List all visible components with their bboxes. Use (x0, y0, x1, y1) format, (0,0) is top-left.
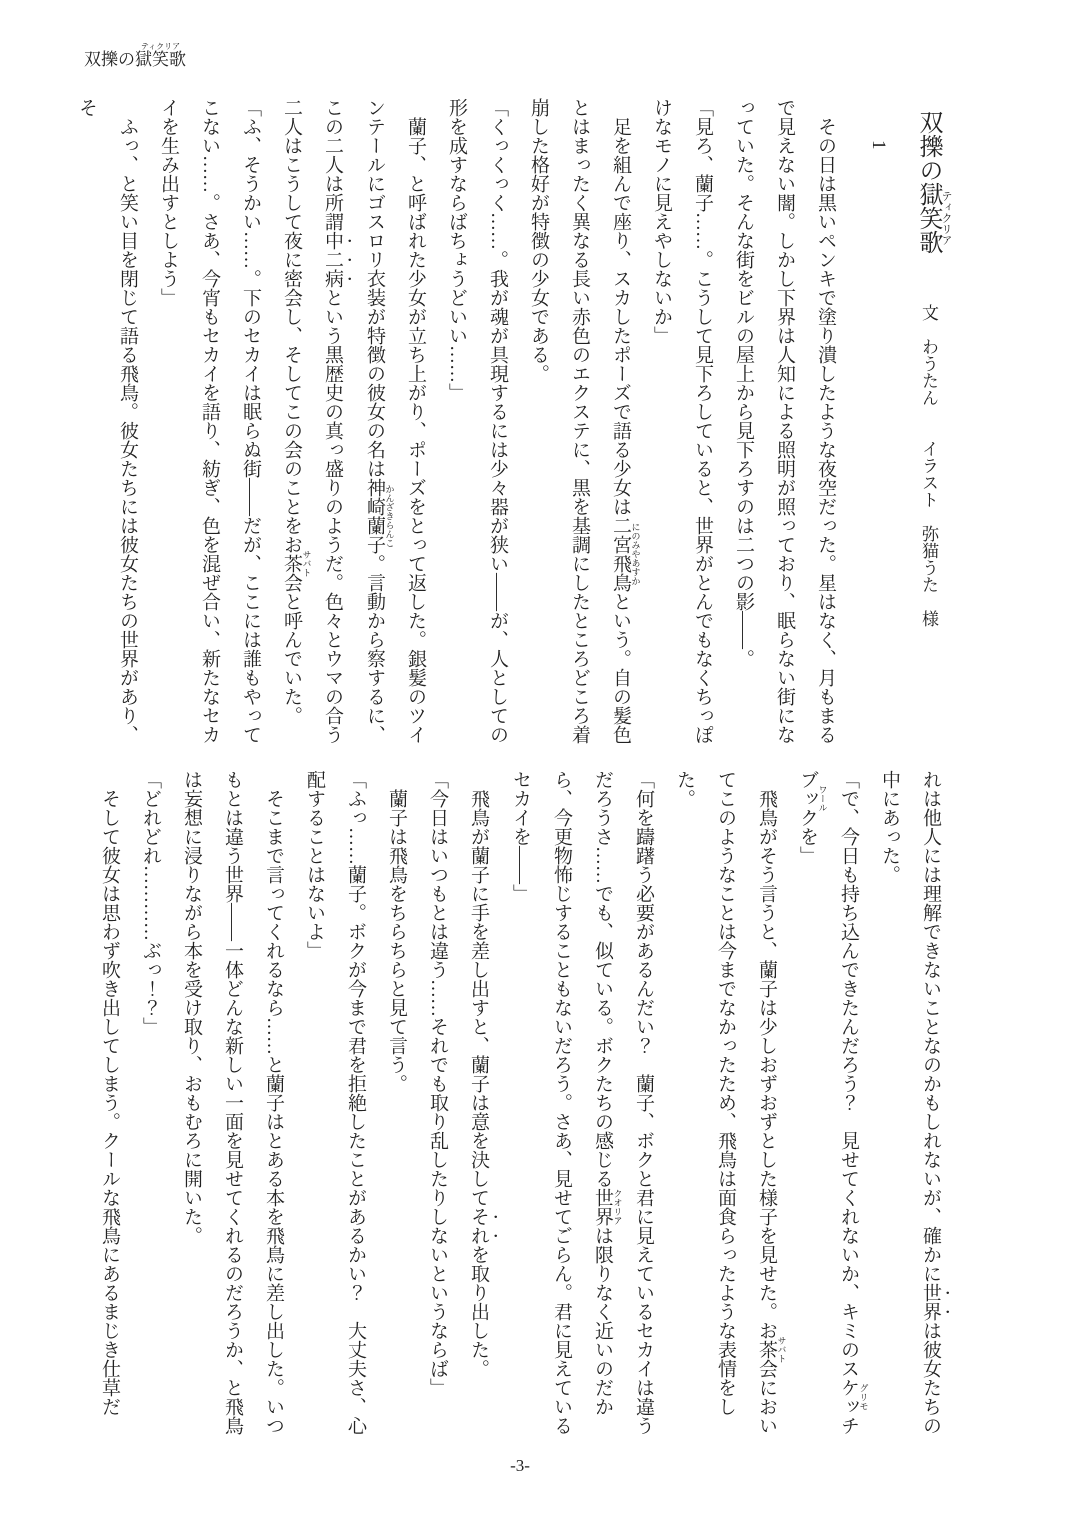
ruby-text: 神崎蘭子 かんざきらんこ (364, 478, 395, 554)
text-run: 「今日はいつもとは違う……それでも取り乱したりしないというならば」 (427, 770, 448, 1397)
furigana: にのみやあすか (630, 516, 641, 592)
paragraph (130, 770, 171, 1438)
paragraph (271, 98, 436, 760)
text-run: その日は黒いペンキで塗り潰したような夜空だった。星はなく、月もまるで見えない闇。しかし下界は人知による照明が照っており、眠らない街になっていた。そんな街をビルの屋上から見下ろすのは二つの影――。 (733, 98, 836, 744)
furigana: サバト (776, 1321, 787, 1378)
emphasized-text: 世界 (920, 1283, 941, 1321)
running-header (84, 42, 186, 70)
furigana: ティクリア (940, 182, 952, 254)
paragraph (171, 770, 294, 1438)
emphasized-text: 中二病 (322, 231, 343, 288)
ruby-text: お茶会 サバト (756, 1321, 787, 1378)
furigana: グリモワール (817, 770, 869, 1435)
text-run: 「どれどれ…………ぶっ！？」 (140, 770, 161, 1036)
text-run: 足を組んで座り、スカしたポーズで語る少女は (610, 117, 631, 516)
page-number: -3- (510, 1456, 530, 1475)
paragraph (500, 770, 664, 1438)
text-run: 双擽の (84, 50, 135, 69)
text-run: 「ふ、そうかい……。下のセカイは眠らぬ街――だが、ここには誰もやってこない……。さあ、今宵もセカイを語り、紡ぎ、色を混ぜ合い、新たなセカイを生み出すとしよう」 (158, 98, 261, 744)
ruby-text: お茶会 サバト (281, 535, 312, 592)
ruby-text: スケッチブックグリモワール (797, 770, 869, 1435)
text-run: 。言動から察するに、この二人は所謂 (322, 98, 385, 744)
page-title (915, 110, 952, 254)
text-run: そこまで言ってくれるなら……と蘭子はとある本を飛鳥に差し出した。いつもとは違う世界――一体どんな新しい一面を見せてくれるのだろうか、と飛鳥は妄想に浸りながら本を受け取り、おもむろに開いた。 (181, 770, 284, 1435)
title-block (853, 110, 953, 740)
text-run: 「ふっ……蘭子。ボクが今まで君を拒絶したことがあるかい？ 大丈夫さ、心配することはないよ」 (304, 770, 366, 1435)
text-run: 双擽の (915, 110, 941, 182)
paragraph (787, 770, 869, 1438)
paragraph (89, 770, 130, 1438)
text-run: れは他人には理解できないことなのかもしれないが、確かに (920, 770, 941, 1283)
paragraph (458, 770, 500, 1438)
title-line (903, 110, 953, 740)
paragraph (294, 770, 376, 1438)
paragraph (436, 98, 518, 760)
furigana: かんざきらんこ (384, 478, 395, 554)
furigana: ティクリア (135, 42, 186, 51)
furigana: サバト (301, 535, 312, 592)
paragraph (641, 98, 723, 760)
text-run: 「くっくっく……。我が魂が具現するには少々器が狭い――が、人としての形を成すならばちょうどいい……」 (446, 98, 508, 744)
paragraph (66, 98, 148, 760)
text-run: 蘭子、と呼ばれた少女が立ち上がり、ポーズをとって返した。銀髪のツインテールにゴスロリ衣装が特徴の彼女の名は (364, 98, 426, 744)
credits: 文 わうたん イラスト 弥猫うた 様 (919, 304, 938, 627)
text-run: という。自の髪色とはまったく異なる長い赤色のエクステに、黒を基調にしたところどころ着崩した格好が特徴の少女である。 (528, 98, 631, 744)
text-run: 蘭子は飛鳥をちらちらと見て言う。 (386, 789, 407, 1093)
paragraph (417, 770, 458, 1438)
main-text-top (66, 98, 846, 760)
paragraph (148, 98, 271, 760)
text-run: を」 (797, 827, 818, 865)
emphasized-text: それ (468, 1207, 489, 1245)
text-run: 飛鳥がそう言うと、蘭子は少しおずおずとした様子を見せた。 (756, 789, 777, 1321)
paragraph (869, 770, 952, 1438)
text-run: という黒歴史の真っ盛りのようだ。色々とウマの合う二人はこうして夜に密会し、そしてこの会のことを (281, 98, 343, 744)
text-run: を取り出した。 (468, 1245, 489, 1378)
main-text-bottom (89, 770, 952, 1438)
text-run: と呼んでいた。 (281, 592, 302, 725)
paragraph (723, 98, 846, 760)
paragraph (664, 770, 787, 1438)
paragraph (376, 770, 417, 1438)
ruby-text: 世界 クオリア (592, 1188, 623, 1226)
text-run: ふっ、と笑い目を閉じて語る飛鳥。彼女たちには彼女たちの世界があり、そ (76, 98, 138, 744)
text-run: は限りなく近いのだから、今更物怖じすることもないだろう。さあ、見せてごらん。君に見えているセカイを――」 (510, 770, 613, 1435)
chapter-number: 1 (868, 140, 889, 150)
text-run: 「で、今日も持ち込んできたんだろう？ 見せてくれないか、キミの (838, 770, 859, 1359)
text-run: 「何を躊躇う必要があるんだい？ 蘭子、ボクと君に見えているセカイは違うだろうさ……でも、似ている。ボクたちの感じる (592, 770, 654, 1435)
ruby-text: 獄笑歌 ティクリア (915, 182, 952, 254)
ruby-text: 獄笑歌ティクリア (135, 42, 186, 69)
furigana: クオリア (612, 1188, 623, 1226)
ruby-text: 二宮飛鳥 にのみやあすか (610, 516, 641, 592)
text-run: においてこのようなことは今までなかったため、飛鳥は面食らったような表情をした。 (674, 770, 777, 1435)
text-run: は彼女たちの中にあった。 (879, 770, 941, 1435)
text-run: そして彼女は思わず吹き出してしまう。クールな飛鳥にあるまじき仕草だ (99, 789, 120, 1416)
text-run: 飛鳥が蘭子に手を差し出すと、蘭子は意を決して (468, 789, 489, 1207)
paragraph (518, 98, 641, 760)
text-run: 「見ろ、蘭子……。こうして見下ろしていると、世界がとんでもなくちっぽけなモノに見えやしないか」 (651, 98, 713, 744)
